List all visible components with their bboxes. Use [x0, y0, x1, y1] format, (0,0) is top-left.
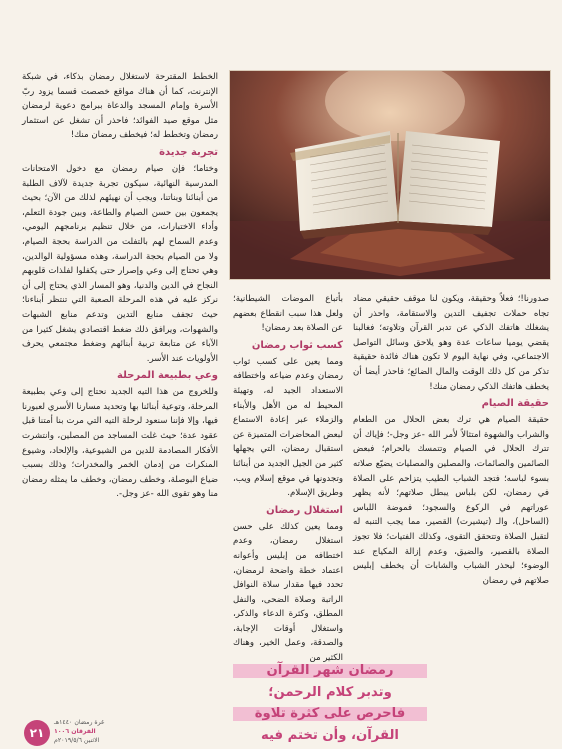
issue-info [54, 718, 116, 745]
section-heading: كسب ثواب رمضان [251, 339, 343, 351]
issue-day: الاثنين ٢٠١٩/٥/٦م [54, 737, 100, 744]
paragraph: وللخروج من هذا التيه الجديد نحتاج إلى وعي بطبيعة المرحلة، وتوعية أبنائنا بها وتحديد مسارنا الأسري لعبورنا فيها، وإلا فإننا سنعود لرحلة التيه التي مرت بنا أمتنا قبل عقود عدة؛ حيث غلت المساجد من المصلين، وانتشرت الأفكار المصادمة للدين من الشيوعية، والإلحاد، وشيوع المنكرات من إدمان الخمر والمخدرات؛ وذلك بسبب ضياع البوصلة، وخطف رمضان، وخطف ما يمثله رمضان منا وهو تقوى الله -عز وجل-. [22, 387, 218, 500]
column-middle [233, 292, 343, 666]
issue-number: الفرقان ١٠٠٦ [54, 728, 96, 735]
pull-quote-line: فاحرص على كثرة تلاوة [254, 706, 406, 721]
paragraph: صدورنا!؛ فعلاً وحقيقة، ويكون لنا موقف حقيقي مضاد تجاه حملات تجفيف التدين والاستقامة، واحذر أن يشغلك هاتفك الذكي عن تدبر القرآن وتلاوته؛ فغالبنا يقضي يوميا ساعات عدة وهو يلاحق وسائل التواصل الاجتماعي، وفي نهاية اليوم لا تكون هناك فائدة حقيقية تذكر من كل ذلك الوقت والمال الضائع؛ فاحذر أيضا أن يخطف هاتفك الذكي رمضان منك! [353, 294, 549, 392]
section-heading: حقيقة الصيام [481, 398, 549, 410]
quran-photo [229, 70, 551, 280]
paragraph: ومما يعين على كسب ثواب رمضان وعدم ضياعه واختطافه الاستعداد الجيد له، وتهيئة المحيط له من الأهل والأبناء والزملاء عبر إعادة الاستماع لبعض المحاضرات المتميزة عن استقبال رمضان، التي يجهلها كثير من الجيل الجديد من أبنائنا وتجدونها في موقع إسلام ويب، وطريق الإسلام. [233, 356, 343, 499]
column-right [353, 292, 549, 588]
paragraph: الخطط المقترحة لاستغلال رمضان بذكاء، في شبكة الإنترنت، كما أن هناك مواقع خصصت قسما يزود ربّ الأسرة وإمام المسجد والدعاة ببرامج دعوية لرمضان مثل موقع صيد الفوائد؛ فاحذر أن تشغل عن استثمار رمضان وتخطط له؛ فيخطف رمضان منك! [22, 72, 218, 141]
page-footer [24, 716, 114, 748]
paragraph: بأتباع الموضات الشيطانية؛ ولعل هذا سبب انقطاع بعضهم عن الصلاة بعد رمضان! [233, 294, 343, 334]
pull-quote-line: وتدبر كلام الرحمن؛ [268, 684, 392, 700]
section-heading: وعي بطبيعة المرحلة [117, 370, 218, 382]
page-number: ٢١ [24, 720, 50, 746]
pull-quote [233, 660, 427, 748]
paragraph: ومما يعين كذلك على حسن استغلال رمضان، وعدم اختطافه من إبليس وأعوانه اعتماد خطة واضحة لرمضان، تحدد فيها مقدار سلاة النوافل الراتبة وصلاة الضحى، والنفل المطلق، وكثرة الدعاء والذكر، واستغلال أوقات الإجابة، والصدقة، وعمل الخير، وهناك الكثير من [233, 521, 343, 664]
section-heading: تجربة جديدة [159, 146, 218, 158]
pull-quote-line: رمضان شهر القرآن [266, 663, 394, 678]
section-heading: استغلال رمضان [266, 504, 343, 516]
column-left [22, 70, 218, 502]
pull-quote-line: القرآن، وأن تختم فيه [261, 727, 399, 743]
issue-date: غرة رمضان ١٤٤٠هـ [54, 719, 105, 726]
paragraph: حقيقة الصيام هي ترك بعض الحلال من الطعام والشراب والشهوة امتثالاً لأمر الله -عز وجل-؛ فإياك أن تترك الحلال في الصيام وتتمسك بالحرام؛ فبعض الصائمين والصائمات، والمصلين والمصليات يضيّع صلاته بسوء لباسه؛ فتجد الشباب الطيب يتزاحم على الصلاة في رمضان، لكن بلباس يبطل صلاتهم؛ لأنه يظهر عوراتهم في الركوع والسجود؛ فموضة اللباس (الساحل)، والـ (تيشيرت) القصير، مما يجب التنبه له لتقبل الصلاة وتتحقق التقوى، وكذلك الفتيات؛ فلا تجوز الصلاة بالقصير، والضيق، وعدم إزالة المكياج عند الوضوء؛ ليحذر الشباب والشابات أن يخطف إبليس صلاتهم في رمضان [353, 415, 549, 586]
paragraph: وختاما؛ فإن صيام رمضان مع دخول الامتحانات المدرسية النهائية، سيكون تجربة جديدة لآلاف الطلبة من أبنائنا وبناتنا، ويجب أن نهيئهم لذلك من الآن؛ بحيث يجمعون بين حسن الصيام والطاعة، وبين جودة التعلم، وأداء الاختبارات، من خلال تنظيم برنامجهم اليومي، وعدم السماح لهم بالتفلت من الدراسة بحجة الصيام، ولا من الصيام بحجة الدراسة، وهذه مسؤولية الوالدين، وهي تحتاج إلى وعي وإصرار حتى يكفلوا لفلذات قلوبهم النجاح في الدين والدنيا، وهو المسار الذي يحتاج إلى أن نركز عليه في هذه المرحلة الصعبة التي تنتظر أبناءنا؛ حيث تجفف منابع التدين وتدعم منابع الشبهات والشهوات، ويرافق ذلك ضغط اقتصادي يشغل كثيرا من الآباء عن متابعة تربية أبنائهم وضغط مجتمعي يحرف الأولويات عند الأسر. [22, 163, 218, 364]
